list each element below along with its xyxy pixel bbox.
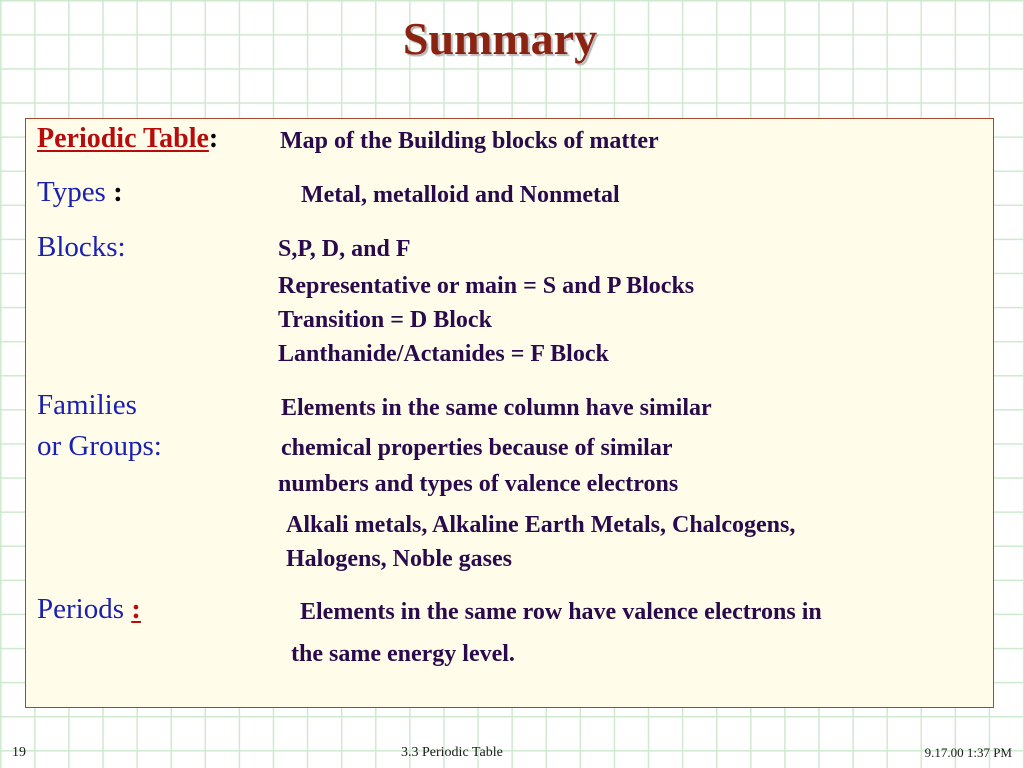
blocks-line: Representative or main = S and P Blocks <box>278 273 695 299</box>
types-label: Types <box>37 176 114 208</box>
families-line: chemical properties because of similar <box>281 435 673 461</box>
periods-line: the same energy level. <box>291 641 515 667</box>
types-text: Metal, metalloid and Nonmetal <box>301 182 620 208</box>
slide-title: Summary <box>402 13 598 64</box>
periodic-table-label: Periodic Table <box>37 123 209 154</box>
blocks-label: Blocks: <box>37 231 126 263</box>
families-line: Elements in the same column have similar <box>281 395 712 421</box>
summary-box <box>25 118 994 708</box>
groups-label: or Groups: <box>37 430 162 462</box>
blocks-line: Lanthanide/Actanides = F Block <box>278 341 609 367</box>
periods-colon: : <box>131 593 141 625</box>
families-label: Families <box>37 389 137 421</box>
families-line: numbers and types of valence electrons <box>278 471 679 497</box>
periods-label: Periods <box>37 593 132 625</box>
families-line: Alkali metals, Alkaline Earth Metals, Chalcogens, <box>286 512 796 538</box>
periods-line: Elements in the same row have valence electrons in <box>300 599 822 625</box>
slide-number: 19 <box>12 745 26 760</box>
periodic-table-label-group <box>37 125 218 153</box>
footer-title: 3.3 Periodic Table <box>401 745 503 760</box>
blocks-line: S,P, D, and F <box>278 236 411 262</box>
families-line: Halogens, Noble gases <box>286 546 513 572</box>
types-label-group <box>37 178 123 207</box>
periodic-table-text: Map of the Building blocks of matter <box>280 128 659 154</box>
types-colon: : <box>113 176 123 208</box>
periodic-table-colon: : <box>208 123 219 154</box>
footer-datetime: 9.17.00 1:37 PM <box>924 745 1012 760</box>
blocks-line: Transition = D Block <box>278 307 492 333</box>
periods-label-group <box>37 595 141 624</box>
